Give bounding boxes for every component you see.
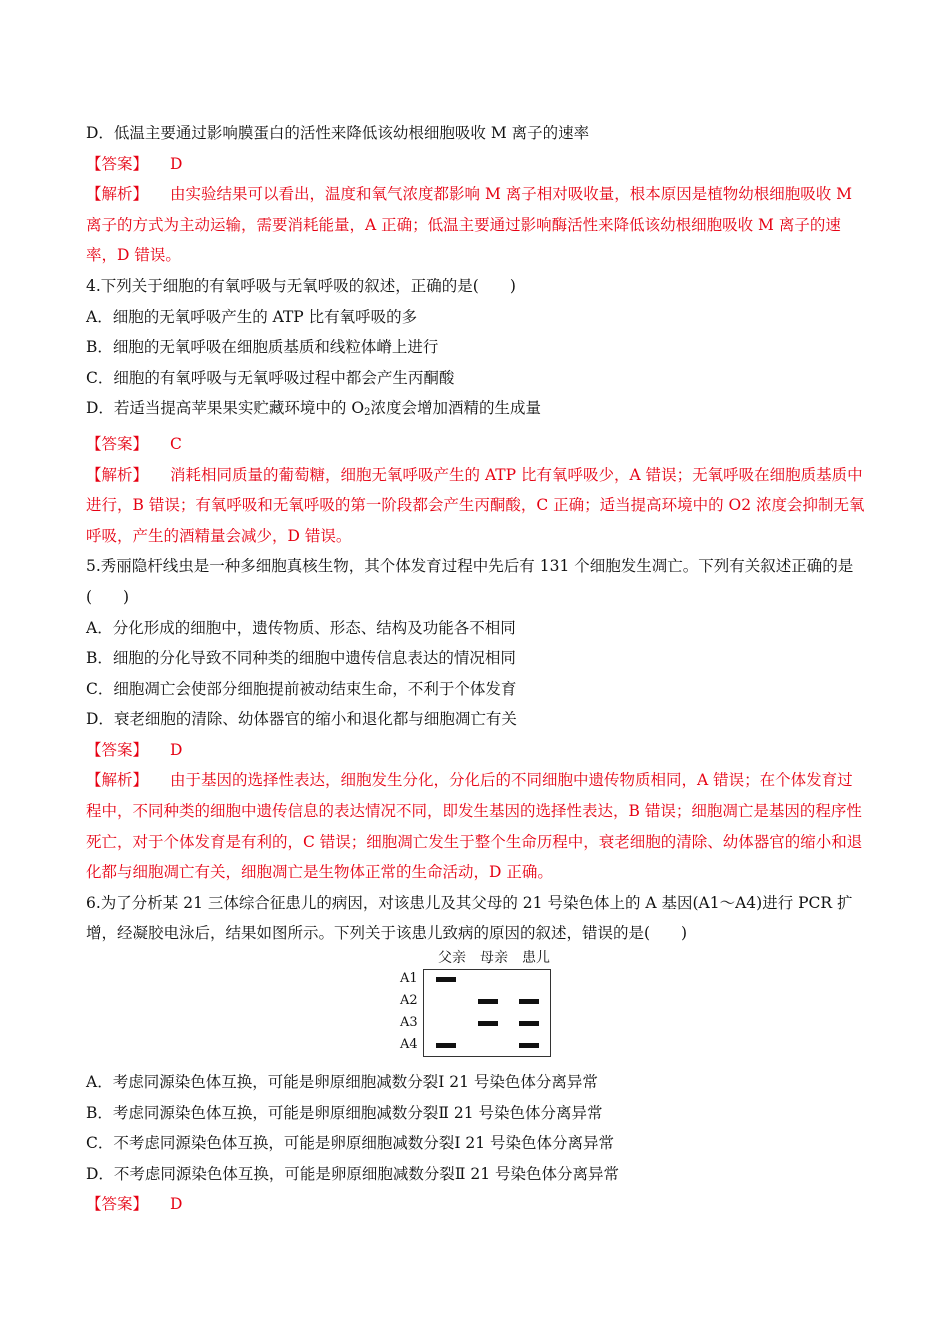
q6-option-d: D．不考虑同源染色体互换，可能是卵原细胞减数分裂Ⅱ 21 号染色体分离异常 [86, 1164, 620, 1183]
q6-stem: 6.为了分析某 21 三体综合征患儿的病因，对该患儿及其父母的 21 号染色体上的 A 基因(A1～A4)进行 PCR 扩增，经凝胶电泳后，结果如图所示。下列关于该患儿致病的原因的叙述，错误的是( ) [86, 893, 853, 943]
gel-band [478, 999, 498, 1004]
q4-option-a: A．细胞的无氧呼吸产生的 ATP 比有氧呼吸的多 [86, 307, 418, 326]
q4-explanation [86, 460, 866, 552]
q4-option-b: B．细胞的无氧呼吸在细胞质基质和线粒体嵴上进行 [86, 338, 439, 357]
q3-answer [86, 149, 866, 180]
q5-option-a: A．分化形成的细胞中，遗传物质、形态、结构及功能各不相同 [86, 618, 516, 637]
q5-explanation [86, 765, 866, 887]
gel-row-label: A3 [400, 1015, 418, 1031]
q4-answer [86, 429, 866, 460]
gel-row-label: A2 [400, 993, 418, 1009]
gel-band [478, 1021, 498, 1026]
q4-option-d-post: 浓度会增加酒精的生成量 [370, 399, 541, 418]
document-page [86, 118, 866, 1220]
q4-option-d [86, 393, 866, 429]
q3-explanation [86, 179, 866, 271]
gel-band [436, 977, 456, 982]
q6-option-a: A．考虑同源染色体互换，可能是卵原细胞减数分裂Ⅰ 21 号染色体分离异常 [86, 1073, 598, 1092]
answer-tag: 【答案】 [86, 740, 149, 759]
q4-option-d-sub: 2 [364, 407, 371, 419]
answer-tag: 【答案】 [86, 154, 149, 173]
gel-col-father: 父亲 [438, 950, 466, 967]
explanation-tag: 【解析】 [86, 465, 149, 484]
explanation-text: 消耗相同质量的葡萄糖，细胞无氧呼吸产生的 ATP 比有氧呼吸少，A 错误；无氧呼吸在细胞质基质中进行，B 错误；有氧呼吸和无氧呼吸的第一阶段都会产生丙酮酸，C 正确；适当提高环境中的 O2 浓度会抑制无氧呼吸，产生的酒精量会减少，D 错误。 [86, 465, 865, 545]
answer-value: D [170, 154, 183, 173]
gel-band [519, 1021, 539, 1026]
explanation-text: 由实验结果可以看出，温度和氧气浓度都影响 M 离子相对吸收量，根本原因是植物幼根细胞吸收 M 离子的方式为主动运输，需要消耗能量，A 正确；低温主要通过影响酶活性来降低该幼根细胞吸收 M 离子的速率，D 错误。 [86, 185, 853, 265]
explanation-tag: 【解析】 [86, 185, 149, 204]
q6-option-c: C．不考虑同源染色体互换，可能是卵原细胞减数分裂Ⅰ 21 号染色体分离异常 [86, 1134, 615, 1153]
q6-option-b: B．考虑同源染色体互换，可能是卵原细胞减数分裂Ⅱ 21 号染色体分离异常 [86, 1103, 603, 1122]
gel-column-headers [431, 947, 557, 967]
answer-value: D [170, 740, 183, 759]
q3-option-d: D．低温主要通过影响膜蛋白的活性来降低该幼根细胞吸收 M 离子的速率 [86, 124, 590, 142]
q6-answer [86, 1189, 866, 1220]
gel-col-mother: 母亲 [480, 950, 508, 967]
q5-stem: 5.秀丽隐杆线虫是一种多细胞真核生物，其个体发育过程中先后有 131 个细胞发生凋亡。下列有关叙述正确的是( ) [86, 557, 854, 606]
q5-answer [86, 735, 866, 766]
gel-row-label: A4 [400, 1037, 418, 1053]
gel-band [519, 1043, 539, 1048]
gel-electrophoresis-figure [86, 949, 866, 1067]
answer-tag: 【答案】 [86, 434, 149, 453]
q5-option-b: B．细胞的分化导致不同种类的细胞中遗传信息表达的情况相同 [86, 649, 516, 668]
explanation-text: 由于基因的选择性表达，细胞发生分化，分化后的不同细胞中遗传物质相同，A 错误；在个体发育过程中，不同种类的细胞中遗传信息的表达情况不同，即发生基因的选择性表达，B 错误；细胞凋亡是基因的程序性死亡，对于个体发育是有利的，C 错误；细胞凋亡发生于整个生命历程中，衰老细胞的清除、幼体器官的缩小和退化都与细胞凋亡有关，细胞凋亡是生物体正常的生命活动，D 正确。 [86, 771, 863, 882]
gel-box [423, 969, 551, 1057]
gel-band [436, 1043, 456, 1048]
gel-band [519, 999, 539, 1004]
q5-option-d: D．衰老细胞的清除、幼体器官的缩小和退化都与细胞凋亡有关 [86, 710, 517, 729]
gel-col-child: 患儿 [522, 950, 550, 967]
q4-stem: 4.下列关于细胞的有氧呼吸与无氧呼吸的叙述，正确的是( ) [86, 276, 516, 295]
q5-option-c: C．细胞凋亡会使部分细胞提前被动结束生命，不利于个体发育 [86, 679, 517, 698]
explanation-tag: 【解析】 [86, 771, 149, 790]
q4-option-d-pre: D．若适当提高苹果果实贮藏环境中的 O [86, 399, 365, 418]
answer-value: C [170, 434, 182, 453]
gel-row-label: A1 [400, 971, 418, 987]
answer-tag: 【答案】 [86, 1195, 149, 1214]
q4-option-c: C．细胞的有氧呼吸与无氧呼吸过程中都会产生丙酮酸 [86, 368, 455, 387]
answer-value: D [170, 1195, 183, 1214]
